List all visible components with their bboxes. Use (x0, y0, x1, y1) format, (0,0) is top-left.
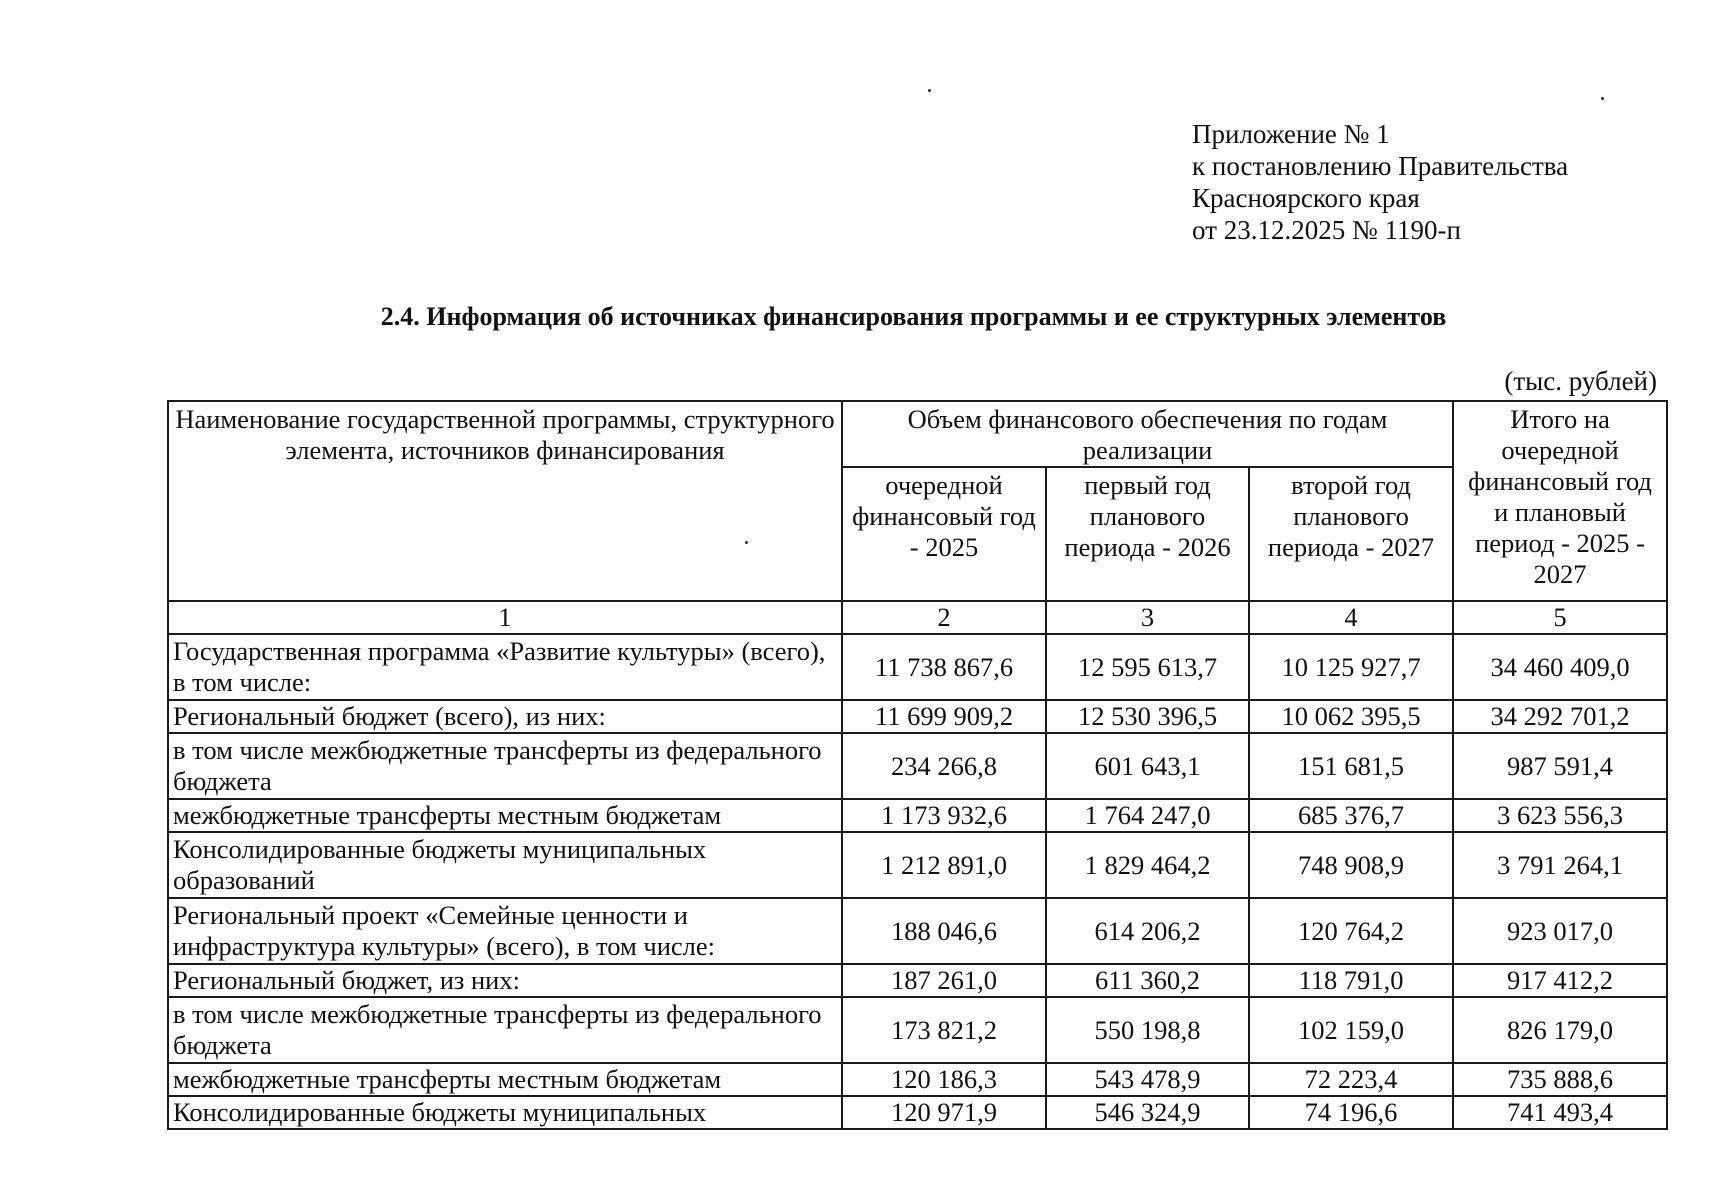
row-name: в том числе межбюджетные трансферты из федерального бюджета (168, 733, 842, 799)
column-number: 1 (168, 601, 842, 634)
appendix-block (1192, 118, 1568, 246)
row-name: Государственная программа «Развитие культуры» (всего), в том числе: (168, 634, 842, 700)
value-2026: 12 595 613,7 (1046, 634, 1249, 700)
header-year-2027: второй год планового периода - 2027 (1249, 467, 1453, 601)
header-name: Наименование государственной программы, структурного элемента, источников финансирования (168, 401, 842, 601)
value-2027: 151 681,5 (1249, 733, 1453, 799)
value-2025: 188 046,6 (842, 898, 1046, 964)
row-name: Региональный бюджет, из них: (168, 964, 842, 997)
table-row (168, 733, 1667, 799)
value-total: 735 888,6 (1453, 1063, 1667, 1096)
value-2026: 611 360,2 (1046, 964, 1249, 997)
row-name: межбюджетные трансферты местным бюджетам (168, 1063, 842, 1096)
value-2025: 1 212 891,0 (842, 832, 1046, 898)
scan-speck (928, 89, 931, 92)
scan-speck (745, 541, 748, 544)
value-2026: 546 324,9 (1046, 1096, 1249, 1129)
value-total: 917 412,2 (1453, 964, 1667, 997)
table-row (168, 997, 1667, 1063)
value-2027: 120 764,2 (1249, 898, 1453, 964)
value-2026: 550 198,8 (1046, 997, 1249, 1063)
value-2025: 11 699 909,2 (842, 700, 1046, 733)
units-label: (тыс. рублей) (1504, 366, 1657, 396)
value-total: 3 791 264,1 (1453, 832, 1667, 898)
table-row (168, 832, 1667, 898)
value-2026: 1 764 247,0 (1046, 799, 1249, 832)
value-total: 3 623 556,3 (1453, 799, 1667, 832)
table-row (168, 898, 1667, 964)
value-2025: 11 738 867,6 (842, 634, 1046, 700)
value-2026: 601 643,1 (1046, 733, 1249, 799)
header-year-2025: очередной финансовый год - 2025 (842, 467, 1046, 601)
row-name: Региональный бюджет (всего), из них: (168, 700, 842, 733)
value-2025: 187 261,0 (842, 964, 1046, 997)
value-total: 987 591,4 (1453, 733, 1667, 799)
header-year-2026: первый год планового периода - 2026 (1046, 467, 1249, 601)
row-name: Региональный проект «Семейные ценности и инфраструктура культуры» (всего), в том числе: (168, 898, 842, 964)
value-2027: 10 062 395,5 (1249, 700, 1453, 733)
header-total: Итого на очередной финансовый год и плановый период - 2025 - 2027 (1453, 401, 1667, 601)
value-2025: 1 173 932,6 (842, 799, 1046, 832)
document-title: 2.4. Информация об источниках финансирования программы и ее структурных элементов (380, 302, 1447, 331)
column-number: 5 (1453, 601, 1667, 634)
value-2025: 173 821,2 (842, 997, 1046, 1063)
column-number: 2 (842, 601, 1046, 634)
value-2026: 543 478,9 (1046, 1063, 1249, 1096)
value-2027: 10 125 927,7 (1249, 634, 1453, 700)
row-name: межбюджетные трансферты местным бюджетам (168, 799, 842, 832)
value-2026: 1 829 464,2 (1046, 832, 1249, 898)
value-2027: 74 196,6 (1249, 1096, 1453, 1129)
value-total: 741 493,4 (1453, 1096, 1667, 1129)
value-2026: 614 206,2 (1046, 898, 1249, 964)
appendix-line-2: к постановлению Правительства (1192, 151, 1569, 181)
value-total: 34 460 409,0 (1453, 634, 1667, 700)
column-number-row (168, 601, 1667, 634)
column-number: 3 (1046, 601, 1249, 634)
value-2025: 120 186,3 (842, 1063, 1046, 1096)
value-2027: 72 223,4 (1249, 1063, 1453, 1096)
financing-table (167, 400, 1668, 1130)
value-2027: 685 376,7 (1249, 799, 1453, 832)
value-2027: 102 159,0 (1249, 997, 1453, 1063)
value-total: 826 179,0 (1453, 997, 1667, 1063)
row-name: в том числе межбюджетные трансферты из федерального бюджета (168, 997, 842, 1063)
appendix-line-3: Красноярского края (1192, 183, 1420, 213)
table-row (168, 700, 1667, 733)
value-total: 923 017,0 (1453, 898, 1667, 964)
value-2027: 118 791,0 (1249, 964, 1453, 997)
value-total: 34 292 701,2 (1453, 700, 1667, 733)
column-number: 4 (1249, 601, 1453, 634)
value-2026: 12 530 396,5 (1046, 700, 1249, 733)
value-2025: 120 971,9 (842, 1096, 1046, 1129)
row-name: Консолидированные бюджеты муниципальных (168, 1096, 842, 1129)
header-volume: Объем финансового обеспечения по годам реализации (842, 401, 1453, 467)
table-row (168, 799, 1667, 832)
table-row (168, 1096, 1667, 1129)
appendix-line-1: Приложение № 1 (1192, 119, 1390, 149)
value-2025: 234 266,8 (842, 733, 1046, 799)
row-name: Консолидированные бюджеты муниципальных образований (168, 832, 842, 898)
scan-speck (1601, 97, 1604, 100)
appendix-line-4: от 23.12.2025 № 1190-п (1192, 215, 1461, 245)
table-row (168, 634, 1667, 700)
table-row (168, 1063, 1667, 1096)
table-row (168, 964, 1667, 997)
value-2027: 748 908,9 (1249, 832, 1453, 898)
